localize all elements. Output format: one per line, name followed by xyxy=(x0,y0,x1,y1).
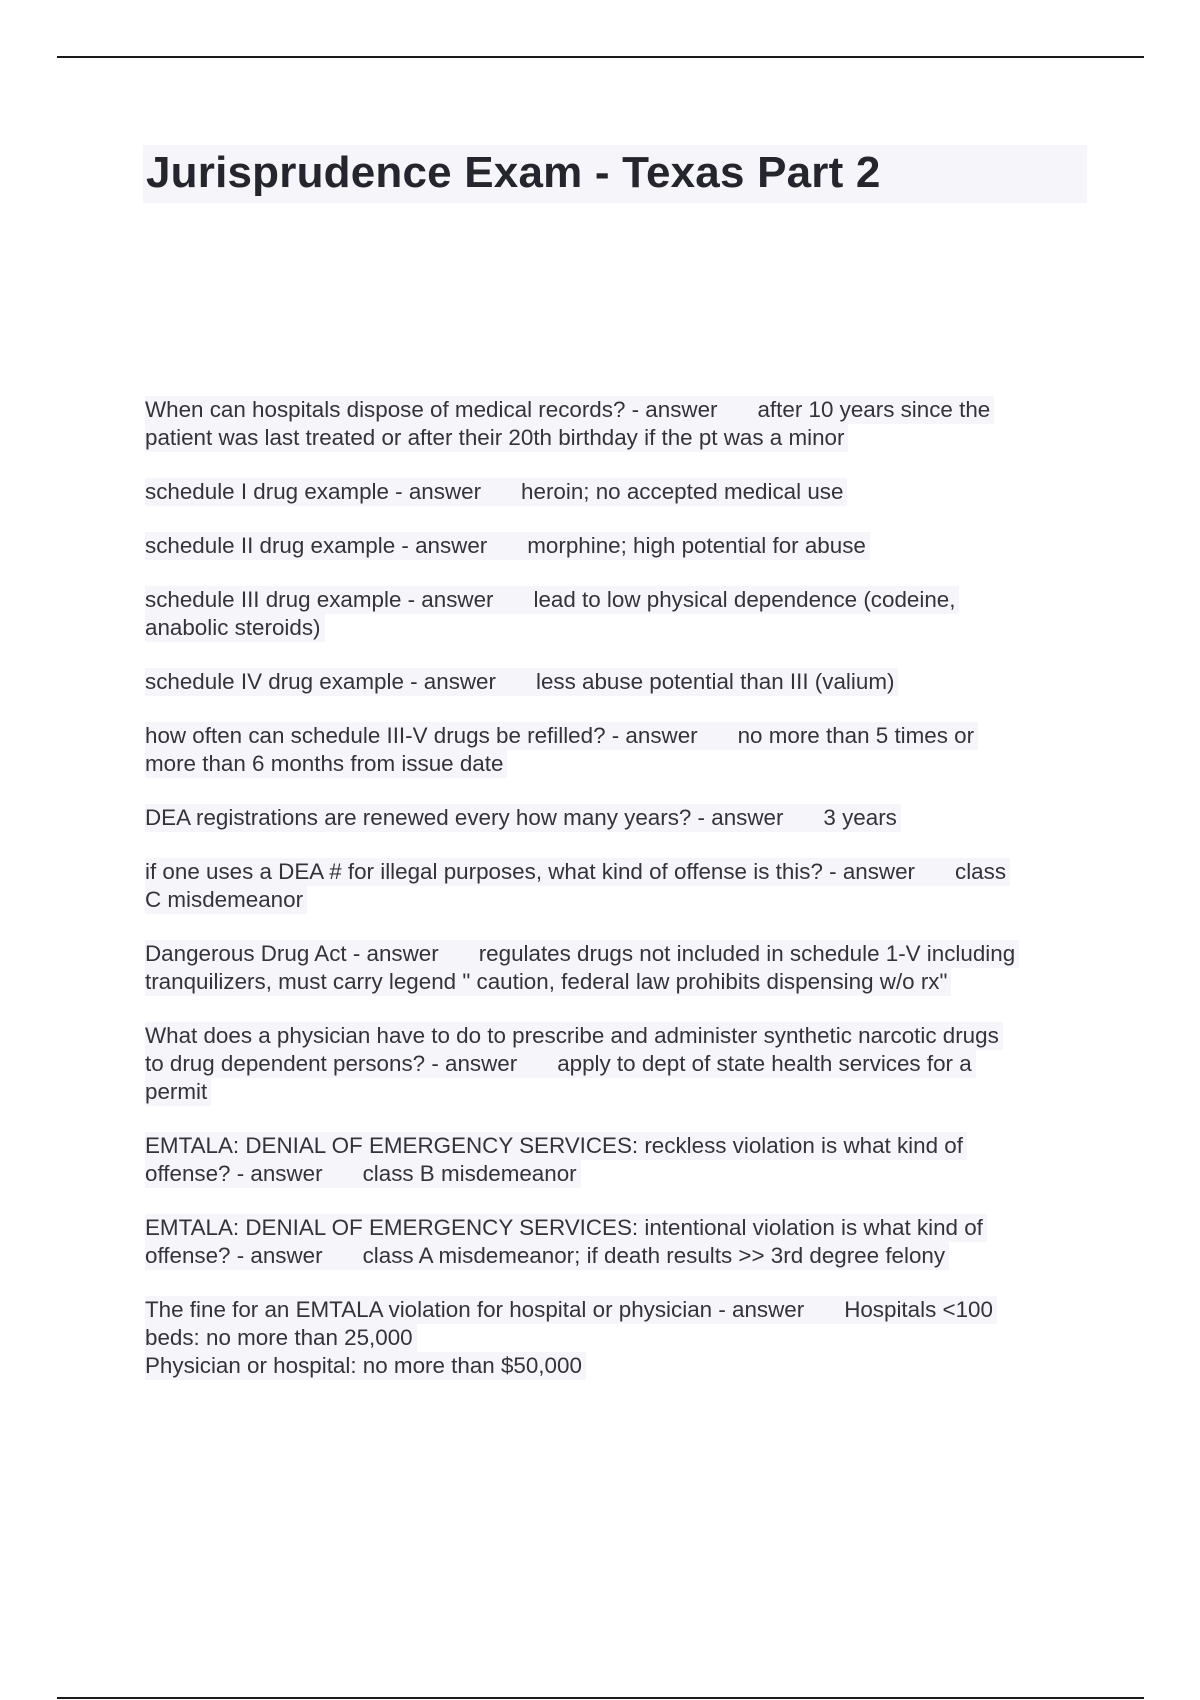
answer-text: heroin; no accepted medical use xyxy=(521,479,844,504)
question-text: EMTALA: DENIAL OF EMERGENCY SERVICES: intentional violation is what kind of xyxy=(145,1215,983,1240)
answer-text: Physician or hospital: no more than $50,000 xyxy=(145,1353,582,1378)
text-line xyxy=(145,396,994,424)
answer-text: morphine; high potential for abuse xyxy=(527,533,866,558)
question-text: The fine for an EMTALA violation for hospital or physician - answer xyxy=(145,1297,805,1322)
answer-text: permit xyxy=(145,1079,208,1104)
question-text: Dangerous Drug Act - answer xyxy=(145,941,439,966)
answer-text: more than 6 months from issue date xyxy=(145,751,504,776)
answer-text: after 10 years since the xyxy=(757,397,991,422)
question-text: DEA registrations are renewed every how many years? - answer xyxy=(145,805,784,830)
text-line xyxy=(145,1324,417,1352)
qa-item xyxy=(145,1296,1085,1380)
answer-text: class A misdemeanor; if death results >> 3rd degree felony xyxy=(362,1243,946,1268)
answer-text: patient was last treated or after their 20th birthday if the pt was a minor xyxy=(145,425,845,450)
text-line xyxy=(145,858,1010,886)
answer-text: class B misdemeanor xyxy=(362,1161,577,1186)
text-line xyxy=(145,940,1019,968)
text-line xyxy=(145,750,507,778)
question-text: When can hospitals dispose of medical records? - answer xyxy=(145,397,718,422)
qa-item xyxy=(145,532,1085,560)
answer-text: regulates drugs not included in schedule 1-V including xyxy=(478,941,1016,966)
answer-text: lead to low physical dependence (codeine, xyxy=(533,587,956,612)
text-line xyxy=(145,586,959,614)
question-text: offense? - answer xyxy=(145,1243,323,1268)
qa-item xyxy=(145,804,1085,832)
text-line xyxy=(145,886,307,914)
question-text: schedule I drug example - answer xyxy=(145,479,482,504)
text-line xyxy=(145,1132,967,1160)
answer-text: tranquilizers, must carry legend " caution, federal law prohibits dispensing w/o rx" xyxy=(145,969,948,994)
text-line xyxy=(145,804,901,832)
question-text: to drug dependent persons? - answer xyxy=(145,1051,518,1076)
text-line xyxy=(145,1160,581,1188)
answer-text: less abuse potential than III (valium) xyxy=(535,669,895,694)
text-line xyxy=(145,722,978,750)
qa-item xyxy=(145,668,1085,696)
qa-item xyxy=(145,478,1085,506)
text-line xyxy=(145,614,325,642)
answer-text: apply to dept of state health services for a xyxy=(557,1051,972,1076)
answer-text: 3 years xyxy=(823,805,897,830)
answer-text: Hospitals <100 xyxy=(844,1297,993,1322)
text-line xyxy=(145,1352,586,1380)
text-line xyxy=(145,424,848,452)
question-text: how often can schedule III-V drugs be refilled? - answer xyxy=(145,723,698,748)
qa-item xyxy=(145,396,1085,452)
page-title: Jurisprudence Exam - Texas Part 2 xyxy=(146,148,881,197)
answer-text: anabolic steroids) xyxy=(145,615,321,640)
bottom-rule xyxy=(57,1697,1144,1699)
qa-item xyxy=(145,1214,1085,1270)
qa-list xyxy=(145,396,1085,1406)
question-text: EMTALA: DENIAL OF EMERGENCY SERVICES: reckless violation is what kind of xyxy=(145,1133,963,1158)
text-line xyxy=(145,1242,949,1270)
text-line xyxy=(145,1078,211,1106)
qa-item xyxy=(145,722,1085,778)
text-line xyxy=(145,1050,976,1078)
answer-text: no more than 5 times or xyxy=(737,723,975,748)
question-text: offense? - answer xyxy=(145,1161,323,1186)
qa-item xyxy=(145,586,1085,642)
question-text: What does a physician have to do to prescribe and administer synthetic narcotic drugs xyxy=(145,1023,999,1048)
answer-text: class xyxy=(955,859,1007,884)
answer-text: C misdemeanor xyxy=(145,887,304,912)
text-line xyxy=(145,478,847,506)
question-text: schedule IV drug example - answer xyxy=(145,669,496,694)
text-line xyxy=(145,968,951,996)
text-line xyxy=(145,532,870,560)
top-rule xyxy=(57,56,1144,58)
answer-text: beds: no more than 25,000 xyxy=(145,1325,413,1350)
question-text: schedule III drug example - answer xyxy=(145,587,494,612)
qa-item xyxy=(145,940,1085,996)
text-line xyxy=(145,1296,997,1324)
qa-item xyxy=(145,1132,1085,1188)
text-line xyxy=(145,1214,987,1242)
qa-item xyxy=(145,858,1085,914)
question-text: if one uses a DEA # for illegal purposes, what kind of offense is this? - answer xyxy=(145,859,915,884)
question-text: schedule II drug example - answer xyxy=(145,533,488,558)
qa-item xyxy=(145,1022,1085,1106)
text-line xyxy=(145,1022,1003,1050)
text-line xyxy=(145,668,898,696)
